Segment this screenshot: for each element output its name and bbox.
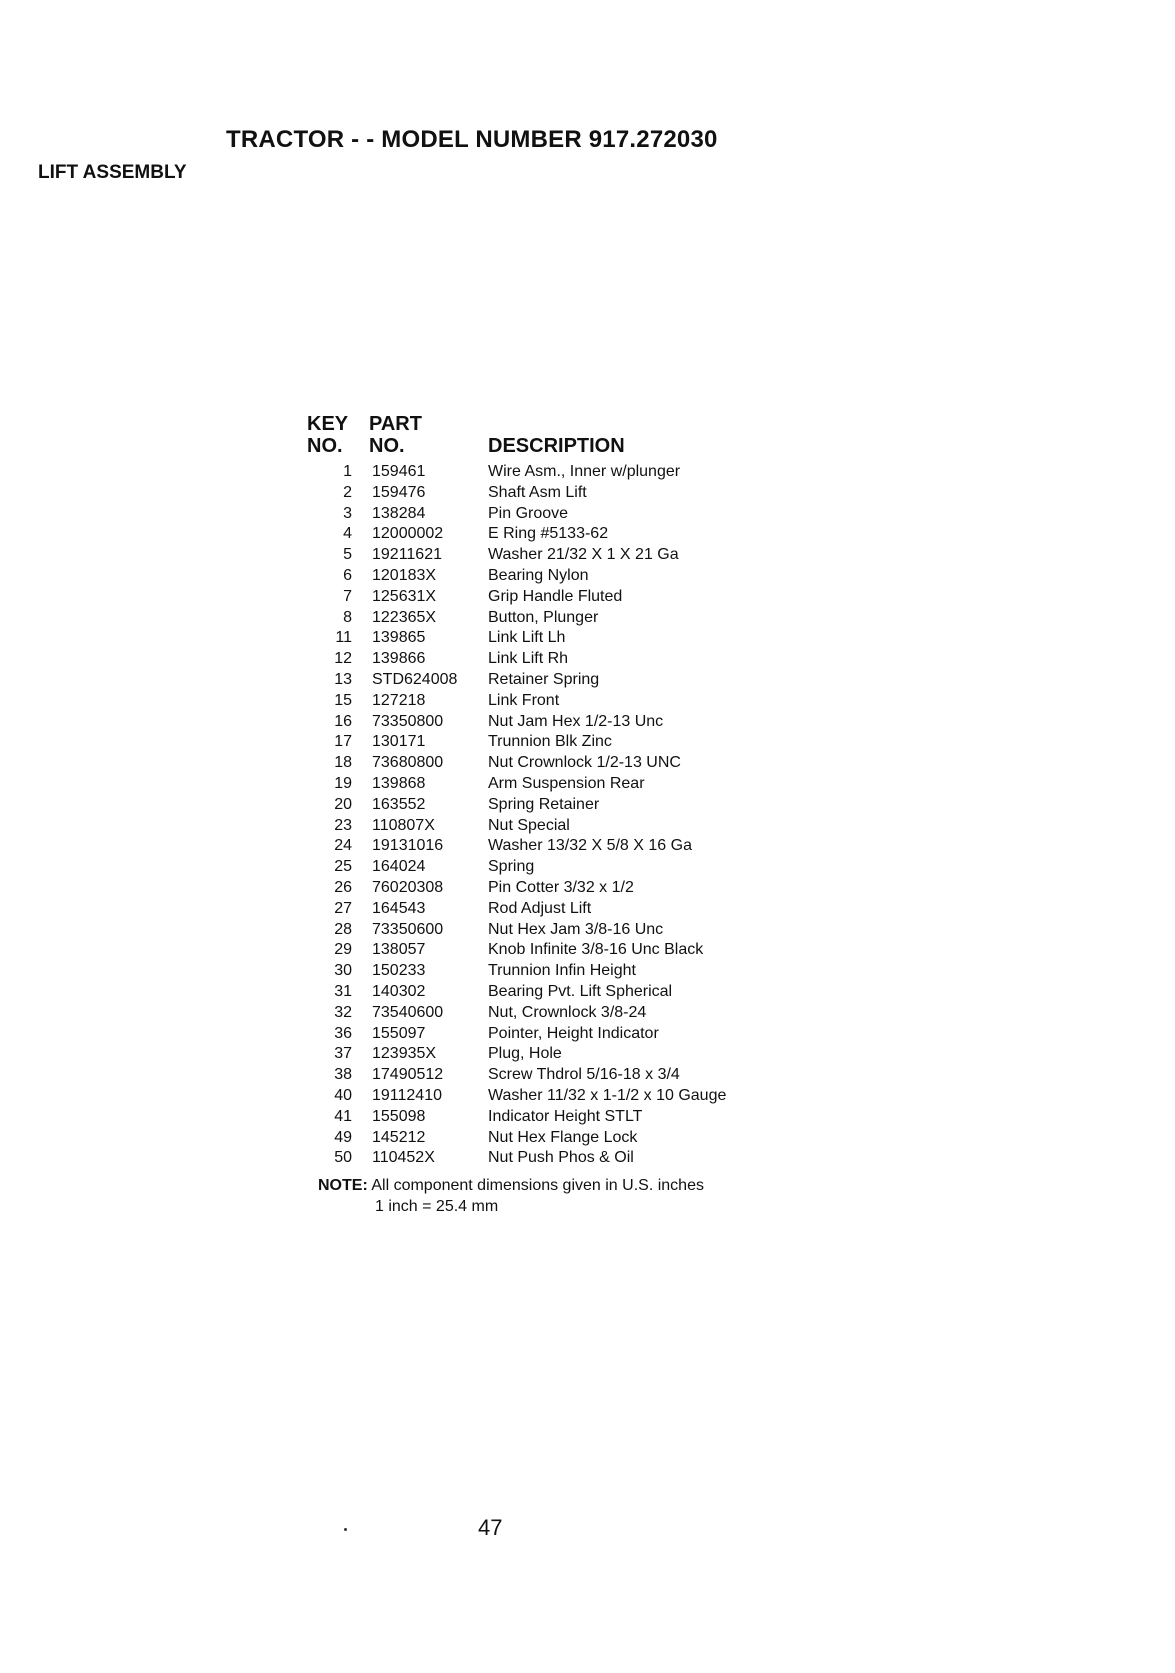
key-no: 16 bbox=[334, 712, 352, 730]
note-text-line1: All component dimensions given in U.S. inches bbox=[371, 1177, 704, 1194]
description: Indicator Height STLT bbox=[488, 1107, 643, 1125]
key-no: 18 bbox=[334, 754, 352, 772]
description: Trunnion Infin Height bbox=[488, 962, 636, 980]
key-no: 2 bbox=[343, 483, 352, 501]
key-no: 19 bbox=[334, 774, 352, 792]
description: Washer 13/32 X 5/8 X 16 Ga bbox=[488, 837, 692, 855]
part-no: 127218 bbox=[372, 691, 426, 709]
key-no: 5 bbox=[343, 546, 352, 564]
part-no: 140302 bbox=[372, 982, 426, 1000]
parts-row bbox=[300, 628, 820, 649]
parts-row bbox=[300, 1086, 820, 1107]
parts-row bbox=[300, 545, 820, 566]
part-no: 164024 bbox=[372, 858, 426, 876]
column-header-key-line1: KEY bbox=[307, 413, 349, 435]
key-no: 24 bbox=[334, 837, 352, 855]
parts-row bbox=[300, 1107, 820, 1128]
description: Grip Handle Fluted bbox=[488, 587, 623, 605]
part-no: 19112410 bbox=[372, 1086, 442, 1104]
description: Plug, Hole bbox=[488, 1045, 562, 1063]
column-header-description: DESCRIPTION bbox=[488, 435, 625, 457]
description: Trunnion Blk Zinc bbox=[488, 733, 612, 751]
parts-row bbox=[300, 691, 820, 712]
key-no: 38 bbox=[334, 1066, 352, 1084]
description: Wire Asm., Inner w/plunger bbox=[488, 463, 681, 480]
description: Nut Jam Hex 1/2-13 Unc bbox=[488, 712, 664, 730]
part-no: 125631X bbox=[372, 587, 437, 605]
description: Washer 11/32 x 1-1/2 x 10 Gauge bbox=[488, 1086, 727, 1104]
part-no: 155097 bbox=[372, 1024, 426, 1042]
parts-row bbox=[300, 920, 820, 941]
scan-mark bbox=[344, 1528, 347, 1531]
key-no: 12 bbox=[334, 650, 352, 668]
key-no: 31 bbox=[334, 982, 352, 1000]
column-header-part-line2: NO. bbox=[369, 435, 405, 457]
part-no: 17490512 bbox=[372, 1066, 444, 1084]
part-no: 138057 bbox=[372, 941, 426, 959]
part-no: 139866 bbox=[372, 650, 426, 668]
key-no: 3 bbox=[343, 504, 352, 522]
key-no: 37 bbox=[334, 1045, 352, 1063]
parts-row bbox=[300, 1128, 820, 1149]
description: Nut Hex Flange Lock bbox=[488, 1128, 638, 1146]
description: Arm Suspension Rear bbox=[488, 774, 645, 792]
parts-row bbox=[300, 649, 820, 670]
description: Retainer Spring bbox=[488, 670, 600, 688]
description: Rod Adjust Lift bbox=[488, 899, 592, 917]
key-no: 32 bbox=[334, 1003, 352, 1021]
parts-row bbox=[300, 899, 820, 920]
part-no: 155098 bbox=[372, 1107, 426, 1125]
parts-row bbox=[300, 1044, 820, 1065]
key-no: 36 bbox=[334, 1024, 352, 1042]
part-no: 139868 bbox=[372, 774, 426, 792]
key-no: 26 bbox=[334, 878, 352, 896]
description: Nut Hex Jam 3/8-16 Unc bbox=[488, 920, 664, 938]
parts-row bbox=[300, 524, 820, 545]
parts-row bbox=[300, 483, 820, 504]
parts-row bbox=[300, 816, 820, 837]
parts-row bbox=[300, 566, 820, 587]
key-no: 27 bbox=[334, 899, 352, 917]
column-header-part-no bbox=[369, 413, 422, 457]
description: Link Lift Lh bbox=[488, 629, 566, 647]
description: Screw Thdrol 5/16-18 x 3/4 bbox=[488, 1066, 680, 1084]
part-no: 12000002 bbox=[372, 525, 444, 543]
part-no: 159476 bbox=[372, 483, 426, 501]
key-no: 1 bbox=[343, 463, 352, 480]
description: Spring bbox=[488, 858, 535, 876]
key-no: 50 bbox=[334, 1149, 352, 1167]
part-no: 159461 bbox=[372, 463, 426, 480]
key-no: 25 bbox=[334, 858, 352, 876]
parts-row bbox=[300, 753, 820, 774]
key-no: 30 bbox=[334, 962, 352, 980]
description: Nut, Crownlock 3/8-24 bbox=[488, 1003, 647, 1021]
parts-row bbox=[300, 670, 820, 691]
column-header-part-line1: PART bbox=[369, 413, 422, 435]
part-no: 73680800 bbox=[372, 754, 444, 772]
parts-row bbox=[300, 1024, 820, 1045]
parts-row bbox=[300, 1003, 820, 1024]
parts-row bbox=[300, 608, 820, 629]
description: Knob Infinite 3/8-16 Unc Black bbox=[488, 941, 704, 959]
description: Bearing Nylon bbox=[488, 566, 589, 584]
key-no: 23 bbox=[334, 816, 352, 834]
part-no: 138284 bbox=[372, 504, 426, 522]
key-no: 11 bbox=[335, 629, 352, 647]
parts-row bbox=[300, 504, 820, 525]
part-no: 145212 bbox=[372, 1128, 426, 1146]
note bbox=[318, 1175, 704, 1196]
page-title: TRACTOR - - MODEL NUMBER 917.272030 bbox=[226, 126, 718, 153]
key-no: 15 bbox=[334, 691, 352, 709]
parts-row bbox=[300, 961, 820, 982]
part-no: STD624008 bbox=[372, 670, 458, 688]
part-no: 130171 bbox=[372, 733, 426, 751]
description: Bearing Pvt. Lift Spherical bbox=[488, 982, 673, 1000]
parts-row bbox=[300, 462, 820, 483]
key-no: 7 bbox=[343, 587, 352, 605]
parts-list bbox=[300, 462, 820, 1169]
parts-row bbox=[300, 1148, 820, 1169]
part-no: 76020308 bbox=[372, 878, 444, 896]
description: Button, Plunger bbox=[488, 608, 599, 626]
description: Nut Push Phos & Oil bbox=[488, 1149, 634, 1167]
part-no: 110807X bbox=[372, 816, 435, 834]
parts-row bbox=[300, 940, 820, 961]
part-no: 139865 bbox=[372, 629, 426, 647]
parts-row bbox=[300, 795, 820, 816]
page-number: 47 bbox=[478, 1515, 503, 1540]
key-no: 8 bbox=[343, 608, 352, 626]
key-no: 28 bbox=[334, 920, 352, 938]
description: Pointer, Height Indicator bbox=[488, 1024, 659, 1042]
part-no: 73540600 bbox=[372, 1003, 444, 1021]
part-no: 120183X bbox=[372, 566, 437, 584]
parts-row bbox=[300, 878, 820, 899]
key-no: 29 bbox=[334, 941, 352, 959]
key-no: 4 bbox=[343, 525, 352, 543]
column-header-key-line2: NO. bbox=[307, 435, 343, 457]
part-no: 122365X bbox=[372, 608, 437, 626]
parts-row bbox=[300, 587, 820, 608]
parts-row bbox=[300, 774, 820, 795]
description: Pin Cotter 3/32 x 1/2 bbox=[488, 878, 634, 896]
note-label: NOTE: bbox=[318, 1177, 368, 1194]
description: Spring Retainer bbox=[488, 795, 600, 813]
key-no: 20 bbox=[334, 795, 352, 813]
description: Link Lift Rh bbox=[488, 650, 569, 668]
part-no: 73350600 bbox=[372, 920, 444, 938]
description: Nut Special bbox=[488, 816, 570, 834]
parts-row bbox=[300, 836, 820, 857]
part-no: 163552 bbox=[372, 795, 426, 813]
part-no: 110452X bbox=[372, 1149, 435, 1167]
key-no: 41 bbox=[334, 1107, 352, 1125]
description: Washer 21/32 X 1 X 21 Ga bbox=[488, 546, 679, 564]
key-no: 6 bbox=[343, 566, 352, 584]
key-no: 13 bbox=[334, 670, 352, 688]
description: Nut Crownlock 1/2-13 UNC bbox=[488, 754, 681, 772]
part-no: 73350800 bbox=[372, 712, 444, 730]
key-no: 17 bbox=[334, 733, 352, 751]
description: Shaft Asm Lift bbox=[488, 483, 587, 501]
parts-row bbox=[300, 857, 820, 878]
part-no: 123935X bbox=[372, 1045, 437, 1063]
description: Pin Groove bbox=[488, 504, 569, 522]
note-text-line2: 1 inch = 25.4 mm bbox=[375, 1198, 499, 1215]
description: Link Front bbox=[488, 691, 560, 709]
column-header-key-no bbox=[307, 413, 362, 457]
key-no: 40 bbox=[334, 1086, 352, 1104]
description: E Ring #5133-62 bbox=[488, 525, 609, 543]
part-no: 164543 bbox=[372, 899, 426, 917]
part-no: 19211621 bbox=[372, 546, 442, 564]
parts-row bbox=[300, 982, 820, 1003]
section-title: LIFT ASSEMBLY bbox=[38, 162, 187, 183]
parts-row bbox=[300, 712, 820, 733]
parts-row bbox=[300, 732, 820, 753]
parts-row bbox=[300, 1065, 820, 1086]
key-no: 49 bbox=[334, 1128, 352, 1146]
part-no: 19131016 bbox=[372, 837, 444, 855]
part-no: 150233 bbox=[372, 962, 426, 980]
